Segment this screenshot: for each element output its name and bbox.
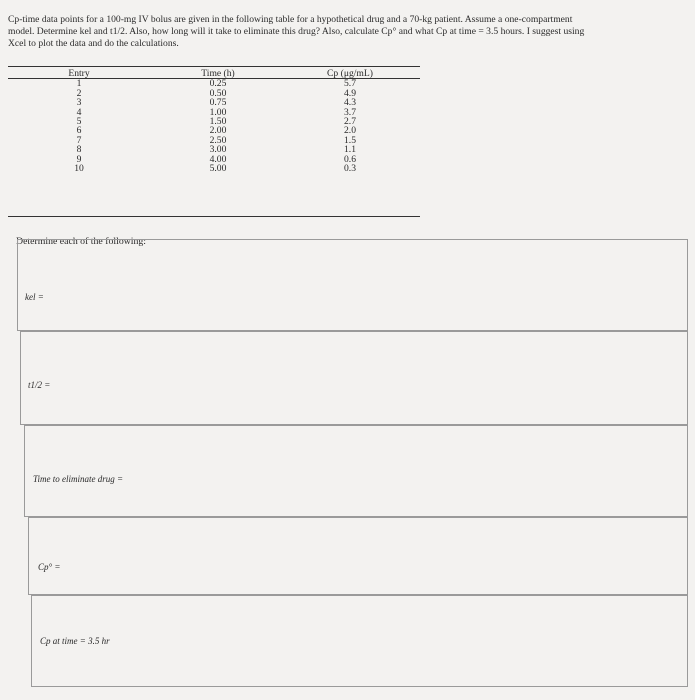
entry-cell: 4: [76, 106, 82, 118]
time-cell: 3.00: [209, 144, 227, 156]
cp-cell: 2.7: [344, 116, 356, 128]
time-column: [188, 69, 248, 173]
cp-at-time-answer-box[interactable]: [31, 595, 688, 687]
kel-answer-box[interactable]: [17, 239, 688, 331]
problem-line-1: Cp-time data points for a 100-mg IV bolus are given in the following table for a hypothetical drug and a 70-kg patient. Assume a one-compartment: [8, 14, 573, 25]
cp0-label: Cp° =: [38, 562, 61, 572]
kel-label: kel =: [25, 292, 44, 302]
table-top-rule: [8, 66, 420, 67]
time-cell: 5.00: [209, 163, 227, 175]
section-title: Determine each of the following:: [16, 236, 147, 247]
time-eliminate-answer-box[interactable]: [24, 425, 688, 517]
entry-header: Entry: [68, 68, 90, 79]
entry-cell: 10: [74, 163, 84, 175]
cp-cell: 0.6: [344, 153, 356, 165]
entry-cell: 2: [76, 87, 82, 99]
cp-cell: 1.1: [344, 144, 356, 156]
entry-cell: 9: [76, 153, 82, 165]
cp-cell: 2.0: [344, 125, 356, 137]
cp0-answer-box[interactable]: [28, 517, 688, 595]
cp-header: Cp (μg/mL): [327, 68, 373, 79]
problem-statement: [8, 14, 688, 50]
time-cell: 4.00: [209, 153, 227, 165]
cp-cell: 4.3: [344, 97, 356, 109]
entry-column: [54, 69, 104, 173]
time-eliminate-label: Time to eliminate drug =: [33, 474, 124, 484]
entry-cell: 6: [76, 125, 82, 137]
entry-cell: 5: [76, 116, 82, 128]
time-cell: 1.00: [209, 106, 227, 118]
time-cell: 0.50: [209, 87, 227, 99]
table-bottom-rule: [8, 216, 420, 217]
time-header: Time (h): [201, 68, 235, 79]
cp-cell: 1.5: [344, 134, 356, 146]
time-cell: 2.00: [209, 125, 227, 137]
problem-line-3: Xcel to plot the data and do the calculations.: [8, 38, 179, 49]
cp-cell: 3.7: [344, 106, 356, 118]
time-cell: 0.75: [209, 97, 227, 109]
cp-cell: 5.7: [344, 78, 356, 90]
entry-cell: 7: [76, 134, 82, 146]
entry-cell: 8: [76, 144, 82, 156]
time-cell: 2.50: [209, 134, 227, 146]
cp-at-time-label: Cp at time = 3.5 hr: [40, 636, 110, 646]
entry-cell: 3: [76, 97, 82, 109]
time-cell: 1.50: [209, 116, 227, 128]
cp-column: [310, 69, 390, 173]
thalf-label: t1/2 =: [28, 380, 51, 390]
entry-cell: 1: [76, 78, 82, 90]
cp-cell: 4.9: [344, 87, 356, 99]
cp-cell: 0.3: [344, 163, 356, 175]
problem-line-2: model. Determine kel and t1/2. Also, how long will it take to eliminate this drug? Also, calculate Cp° and what Cp at time = 3.5 hours. I suggest using: [8, 26, 585, 37]
time-cell: 0.25: [209, 78, 227, 90]
thalf-answer-box[interactable]: [20, 331, 688, 425]
